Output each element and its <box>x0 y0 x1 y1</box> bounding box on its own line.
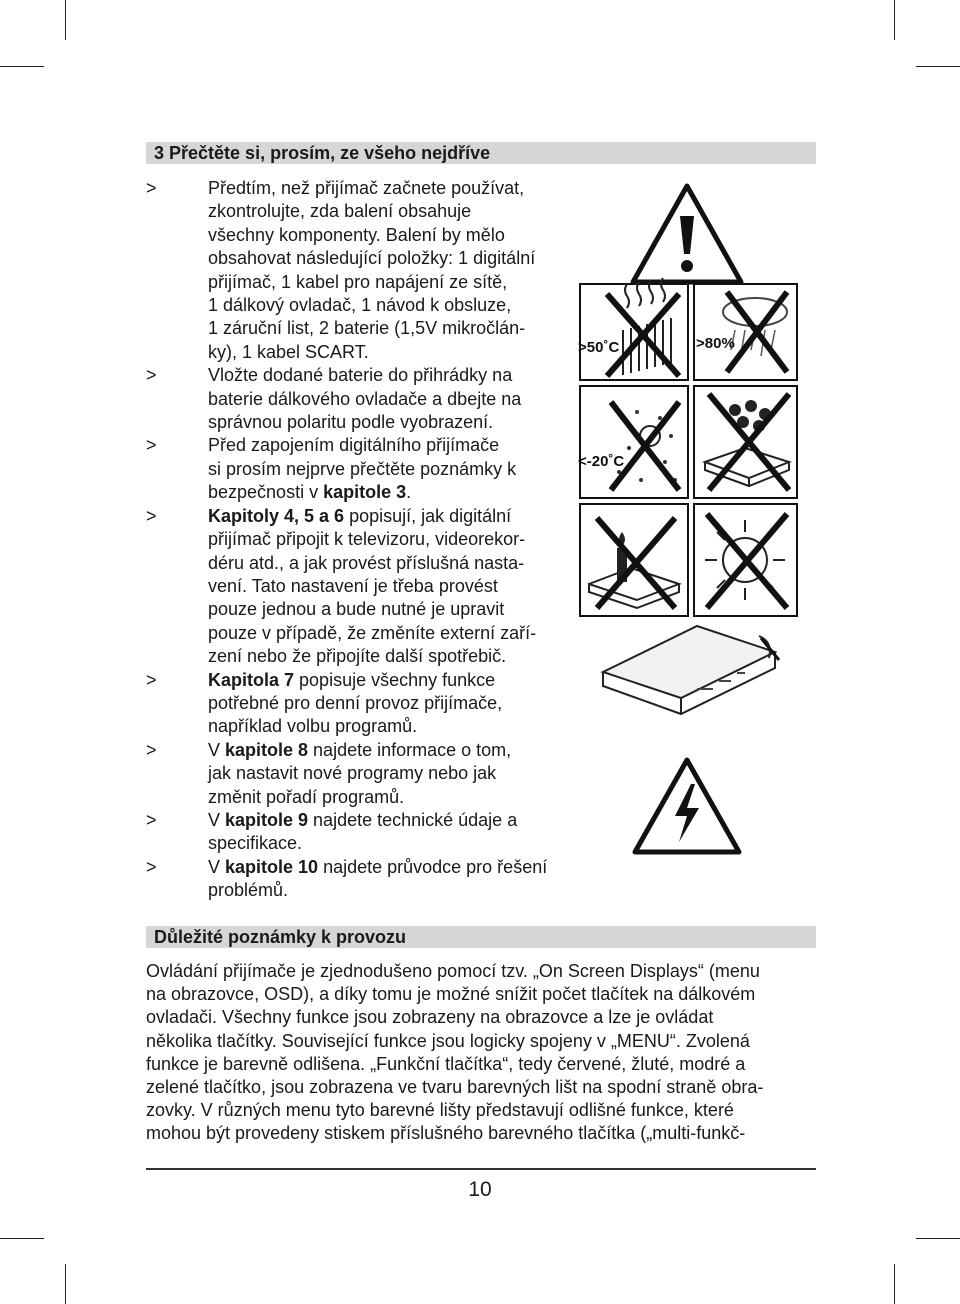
bold-text: kapitole 10 <box>225 856 319 877</box>
bullet-item <box>146 364 576 434</box>
bullet-text <box>208 177 576 364</box>
bullet-marker: > <box>146 365 157 386</box>
bold-text: kapitole 9 <box>225 809 309 830</box>
bullet-marker: > <box>146 178 157 198</box>
bullet-text <box>208 856 576 903</box>
text-segment: V <box>208 739 226 760</box>
text-segment: Vložte dodané baterie do přihrádky na baterie dálkového ovladače a dbejte na správnou polaritu podle vyobrazení. <box>208 365 522 433</box>
bullet-text <box>208 809 576 856</box>
safety-icons <box>575 180 805 860</box>
bold-text: kapitole 3 <box>323 482 407 503</box>
text-segment: popisují, jak digitální přijímač připojit k televizoru, videorekor- déru atd., a jak provést příslušná nasta- vení. Tato nastavení je třeba provést pouze jednou a bude nutné je upravit pouze v případě, že změníte externí zaří- zení nebo že připojíte další spotřebič. <box>208 505 537 667</box>
receiver-device-icon <box>603 626 779 714</box>
text-segment: V <box>208 809 226 830</box>
bullet-text <box>208 669 576 739</box>
cold-icon <box>578 386 688 498</box>
bullet-marker: > <box>146 856 157 877</box>
high-voltage-icon <box>635 760 739 852</box>
heat-limit-label: >50˚C <box>578 339 620 356</box>
bullet-marker: > <box>146 739 157 760</box>
sun-icon <box>694 504 797 616</box>
crop-mark <box>0 66 44 67</box>
bullet-list <box>146 177 576 903</box>
bullet-item <box>146 739 576 809</box>
text-segment: popisuje všechny funkce potřebné pro denní provoz přijímače, například volbu programů. <box>208 669 503 737</box>
bullet-item <box>146 434 576 504</box>
section-heading: Důležité poznámky k provozu <box>146 926 816 948</box>
bullet-item <box>146 856 576 903</box>
page-number: 10 <box>468 1178 492 1201</box>
bold-text: Kapitola 7 <box>208 669 295 690</box>
bullet-marker: > <box>146 809 157 830</box>
vase-on-device-icon <box>694 386 797 498</box>
bullet-marker: > <box>146 435 157 456</box>
candle-icon <box>580 504 688 616</box>
crop-mark <box>65 0 66 40</box>
text-segment: Předtím, než přijímač začnete používat, zkontrolujte, zda balení obsahuje všechny komponenty. Balení by mělo obsahovat následující položky: 1 digitální přijímač, 1 kabel pro napájení ze sítě, 1 dálkový ovladač, 1 návod k obsluze, 1 záruční list, 2 baterie (1,5V mikročlán- ky), 1 kabel SCART. <box>208 178 536 362</box>
text-segment: Před zapojením digitálního přijímače si prosím nejprve přečtěte poznámky k bezpečnosti v <box>208 435 517 503</box>
warning-icon <box>633 186 741 282</box>
footer-rule <box>146 1168 816 1170</box>
cold-limit-label: <-20˚C <box>578 453 625 470</box>
humidity-icon <box>694 284 797 380</box>
bullet-text <box>208 434 576 504</box>
text-segment: . <box>406 482 412 503</box>
text-segment: najdete technické údaje a specifikace. <box>208 809 518 854</box>
crop-mark <box>916 1238 960 1239</box>
text-segment: najdete průvodce pro řešení problémů. <box>208 856 548 901</box>
text-segment: V <box>208 856 226 877</box>
bold-text: Kapitoly 4, 5 a 6 <box>208 505 345 526</box>
bullet-marker: > <box>146 505 157 526</box>
bullet-item <box>146 809 576 856</box>
heater-icon <box>578 278 688 380</box>
crop-mark <box>916 66 960 67</box>
bullet-item <box>146 177 576 364</box>
humidity-limit-label: >80% <box>696 335 735 352</box>
bullet-item <box>146 669 576 739</box>
crop-mark <box>0 1238 44 1239</box>
bullet-marker: > <box>146 669 157 690</box>
crop-mark <box>894 1264 895 1304</box>
text-segment: najdete informace o tom, jak nastavit nové programy nebo jak změnit pořadí programů. <box>208 739 512 807</box>
bullet-text <box>208 739 576 809</box>
crop-mark <box>894 0 895 40</box>
section-heading: 3 Přečtěte si, prosím, ze všeho nejdříve <box>146 142 816 164</box>
body-paragraph: Ovládání přijímače je zjednodušeno pomocí tzv. „On Screen Displays“ (menu na obrazovce, OSD), a díky tomu je možné snížit počet tlačítek na dálkovém ovladači. Všechny funkce jsou zobrazeny na obrazovce a lze je ovládat několika tlačítky. Související funkce jsou logicky spojeny v „MENU“. Zvolená funkce je barevně odlišena. „Funkční tlačítka“, tedy červené, žluté, modré a zelené tlačítko, jsou zobrazena ve tvaru barevných lišt na spodní straně obra- zovky. V různých menu tyto barevné lišty představují odlišné funkce, které mohou být provedeny stiskem příslušného barevného tlačítka („multi-funkč- <box>146 961 764 1144</box>
bullet-item <box>146 505 576 669</box>
bullet-text <box>208 505 576 669</box>
bold-text: kapitole 8 <box>225 739 309 760</box>
bullet-text <box>208 364 576 434</box>
crop-mark <box>65 1264 66 1304</box>
